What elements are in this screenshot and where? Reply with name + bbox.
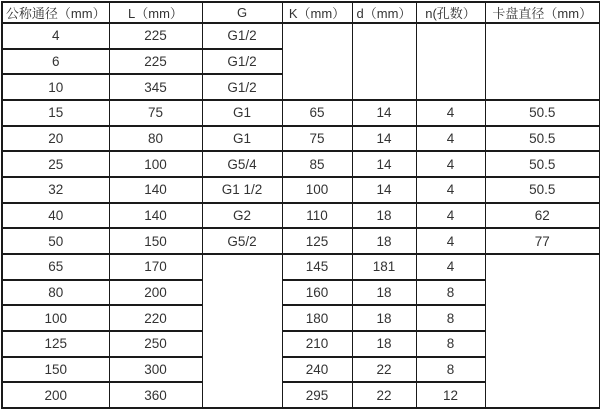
table-cell: 50.5 xyxy=(485,100,600,126)
table-cell: 4 xyxy=(416,254,485,280)
table-cell: 75 xyxy=(109,100,202,126)
table-cell: G1 xyxy=(202,100,282,126)
table-cell: 10 xyxy=(2,74,109,100)
table-cell: 225 xyxy=(109,49,202,75)
column-header-5: n(孔数） xyxy=(416,2,485,23)
table-cell: 4 xyxy=(416,203,485,229)
table-cell: G1/2 xyxy=(202,49,282,75)
table-cell: 50.5 xyxy=(485,126,600,152)
table-cell xyxy=(202,254,282,408)
table-cell: 240 xyxy=(282,357,352,383)
table-cell: 100 xyxy=(109,151,202,177)
spec-table xyxy=(1,1,600,409)
table-row-4 xyxy=(2,126,600,152)
table-cell: 200 xyxy=(109,280,202,306)
table-cell: 100 xyxy=(2,305,109,331)
header-row xyxy=(2,2,600,23)
table-cell: G1 xyxy=(202,126,282,152)
table-cell: 4 xyxy=(416,126,485,152)
table-cell: G5/2 xyxy=(202,228,282,254)
table-cell: 12 xyxy=(416,382,485,408)
table-cell: 80 xyxy=(109,126,202,152)
table-cell: 220 xyxy=(109,305,202,331)
table-cell: G1/2 xyxy=(202,23,282,49)
table-cell: 160 xyxy=(282,280,352,306)
table-cell: 140 xyxy=(109,177,202,203)
table-cell: 22 xyxy=(352,382,416,408)
table-cell: 100 xyxy=(282,177,352,203)
table-cell: G1/2 xyxy=(202,74,282,100)
table-cell: 6 xyxy=(2,49,109,75)
table-cell: G5/4 xyxy=(202,151,282,177)
table-cell: 50 xyxy=(2,228,109,254)
table-cell: 200 xyxy=(2,382,109,408)
table-cell: 14 xyxy=(352,126,416,152)
table-cell: 50.5 xyxy=(485,151,600,177)
table-row-3 xyxy=(2,100,600,126)
table-cell: 150 xyxy=(109,228,202,254)
table-cell: 14 xyxy=(352,177,416,203)
table-cell: 8 xyxy=(416,357,485,383)
column-header-3: K（mm） xyxy=(282,2,352,23)
column-header-2: G xyxy=(202,2,282,23)
table-cell: 40 xyxy=(2,203,109,229)
table-cell: 4 xyxy=(416,100,485,126)
table-cell: 4 xyxy=(416,228,485,254)
table-cell: G1 1/2 xyxy=(202,177,282,203)
table-cell: 4 xyxy=(416,177,485,203)
table-cell: 15 xyxy=(2,100,109,126)
table-cell: 80 xyxy=(2,280,109,306)
table-cell: 18 xyxy=(352,203,416,229)
column-header-6: 卡盘直径（mm） xyxy=(485,2,600,23)
table-cell: G2 xyxy=(202,203,282,229)
table-row-7 xyxy=(2,203,600,229)
table-cell: 14 xyxy=(352,151,416,177)
table-cell: 25 xyxy=(2,151,109,177)
table-cell: 140 xyxy=(109,203,202,229)
table-cell: 18 xyxy=(352,228,416,254)
table-row-5 xyxy=(2,151,600,177)
table-row-6 xyxy=(2,177,600,203)
table-cell: 18 xyxy=(352,331,416,357)
table-cell: 210 xyxy=(282,331,352,357)
table-cell: 145 xyxy=(282,254,352,280)
table-cell: 125 xyxy=(2,331,109,357)
table-cell: 150 xyxy=(2,357,109,383)
table-cell xyxy=(485,23,600,100)
table-cell: 65 xyxy=(282,100,352,126)
table-cell: 180 xyxy=(282,305,352,331)
table-cell: 345 xyxy=(109,74,202,100)
column-header-4: d（mm） xyxy=(352,2,416,23)
table-cell: 4 xyxy=(2,23,109,49)
table-cell: 14 xyxy=(352,100,416,126)
table-cell: 295 xyxy=(282,382,352,408)
column-header-1: L（mm） xyxy=(109,2,202,23)
table-cell: 4 xyxy=(416,151,485,177)
table-row-0 xyxy=(2,23,600,49)
table-cell: 181 xyxy=(352,254,416,280)
table-cell xyxy=(416,23,485,100)
table-cell: 300 xyxy=(109,357,202,383)
table-cell: 75 xyxy=(282,126,352,152)
table-cell xyxy=(282,23,352,100)
table-cell: 110 xyxy=(282,203,352,229)
table-cell: 225 xyxy=(109,23,202,49)
table-row-9 xyxy=(2,254,600,280)
table-cell: 250 xyxy=(109,331,202,357)
table-cell: 125 xyxy=(282,228,352,254)
table-cell: 170 xyxy=(109,254,202,280)
table-cell: 32 xyxy=(2,177,109,203)
table-cell: 18 xyxy=(352,280,416,306)
table-cell: 65 xyxy=(2,254,109,280)
table-cell xyxy=(485,254,600,408)
table-cell: 8 xyxy=(416,331,485,357)
table-cell: 8 xyxy=(416,305,485,331)
table-cell: 62 xyxy=(485,203,600,229)
table-row-8 xyxy=(2,228,600,254)
table-cell: 8 xyxy=(416,280,485,306)
table-cell xyxy=(352,23,416,100)
table-cell: 20 xyxy=(2,126,109,152)
column-header-0: 公称通径（mm） xyxy=(2,2,109,23)
table-cell: 85 xyxy=(282,151,352,177)
table-cell: 360 xyxy=(109,382,202,408)
table-cell: 77 xyxy=(485,228,600,254)
table-cell: 22 xyxy=(352,357,416,383)
table-cell: 50.5 xyxy=(485,177,600,203)
table-cell: 18 xyxy=(352,305,416,331)
